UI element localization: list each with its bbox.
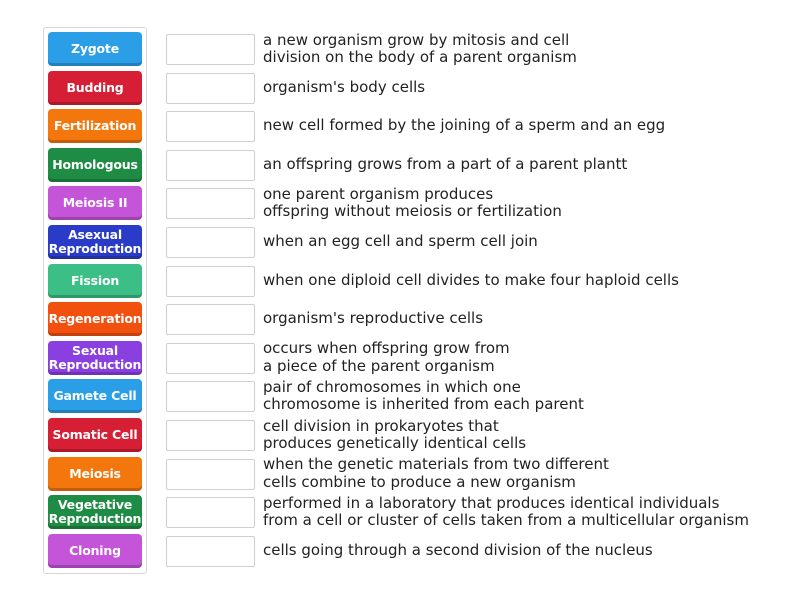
term-tile[interactable]: Meiosis II — [48, 186, 142, 220]
match-row — [166, 146, 766, 184]
match-row — [166, 339, 766, 377]
match-row — [166, 223, 766, 261]
definition-text: performed in a laboratory that produces identical individuals from a cell or cluster of cells taken from a multicellular organism — [263, 493, 749, 530]
drop-slot[interactable] — [166, 150, 255, 181]
match-row — [166, 416, 766, 454]
drop-slot[interactable] — [166, 497, 255, 528]
definition-text: organism's body cells — [263, 77, 426, 96]
definition-text: cell division in prokaryotes that produces genetically identical cells — [263, 416, 527, 452]
definition-text: when one diploid cell divides to make four haploid cells — [263, 270, 679, 289]
drop-slot[interactable] — [166, 459, 255, 490]
definition-text: when the genetic materials from two different cells combine to produce a new organism — [263, 455, 609, 491]
definition-text: an offspring grows from a part of a parent plantt — [263, 155, 628, 174]
term-tile[interactable]: Gamete Cell — [48, 379, 142, 413]
drop-slot[interactable] — [166, 34, 255, 65]
definition-text: one parent organism produces offspring without meiosis or fertilization — [263, 184, 562, 221]
drop-slot[interactable] — [166, 111, 255, 142]
drop-slot[interactable] — [166, 381, 255, 412]
definition-text: cells going through a second division of the nucleus — [263, 541, 653, 560]
term-tile[interactable]: Budding — [48, 71, 142, 105]
match-row — [166, 107, 766, 145]
drop-slot[interactable] — [166, 188, 255, 219]
definition-text: pair of chromosomes in which one chromosome is inherited from each parent — [263, 377, 584, 414]
term-tile[interactable]: Vegetative Reproduction — [48, 495, 142, 529]
term-tile[interactable]: Cloning — [48, 534, 142, 568]
definition-text: a new organism grow by mitosis and cell division on the body of a parent organism — [263, 30, 577, 66]
match-row — [166, 69, 766, 107]
term-tile[interactable]: Fertilization — [48, 109, 142, 143]
match-row — [166, 532, 766, 570]
definition-text: new cell formed by the joining of a sperm and an egg — [263, 116, 666, 135]
match-row — [166, 262, 766, 300]
term-tile[interactable]: Sexual Reproduction — [48, 341, 142, 375]
term-tile[interactable]: Homologous — [48, 148, 142, 182]
definition-text: organism's reproductive cells — [263, 309, 484, 328]
term-tile[interactable]: Fission — [48, 264, 142, 298]
match-row — [166, 30, 766, 68]
drop-slot[interactable] — [166, 73, 255, 104]
drop-slot[interactable] — [166, 536, 255, 567]
drop-slot[interactable] — [166, 304, 255, 335]
definition-text: occurs when offspring grow from a piece of the parent organism — [263, 339, 510, 375]
answer-bank — [43, 27, 147, 574]
term-tile[interactable]: Meiosis — [48, 457, 142, 491]
drop-slot[interactable] — [166, 343, 255, 374]
match-row — [166, 300, 766, 338]
term-tile[interactable]: Somatic Cell — [48, 418, 142, 452]
match-row — [166, 377, 766, 415]
term-tile[interactable]: Asexual Reproduction — [48, 225, 142, 259]
term-tile[interactable]: Zygote — [48, 32, 142, 66]
match-row — [166, 184, 766, 222]
term-tile[interactable]: Regeneration — [48, 302, 142, 336]
definition-text: when an egg cell and sperm cell join — [263, 232, 538, 251]
drop-slot[interactable] — [166, 266, 255, 297]
drop-slot[interactable] — [166, 420, 255, 451]
drop-slot[interactable] — [166, 227, 255, 258]
match-row — [166, 455, 766, 493]
match-row — [166, 493, 766, 531]
